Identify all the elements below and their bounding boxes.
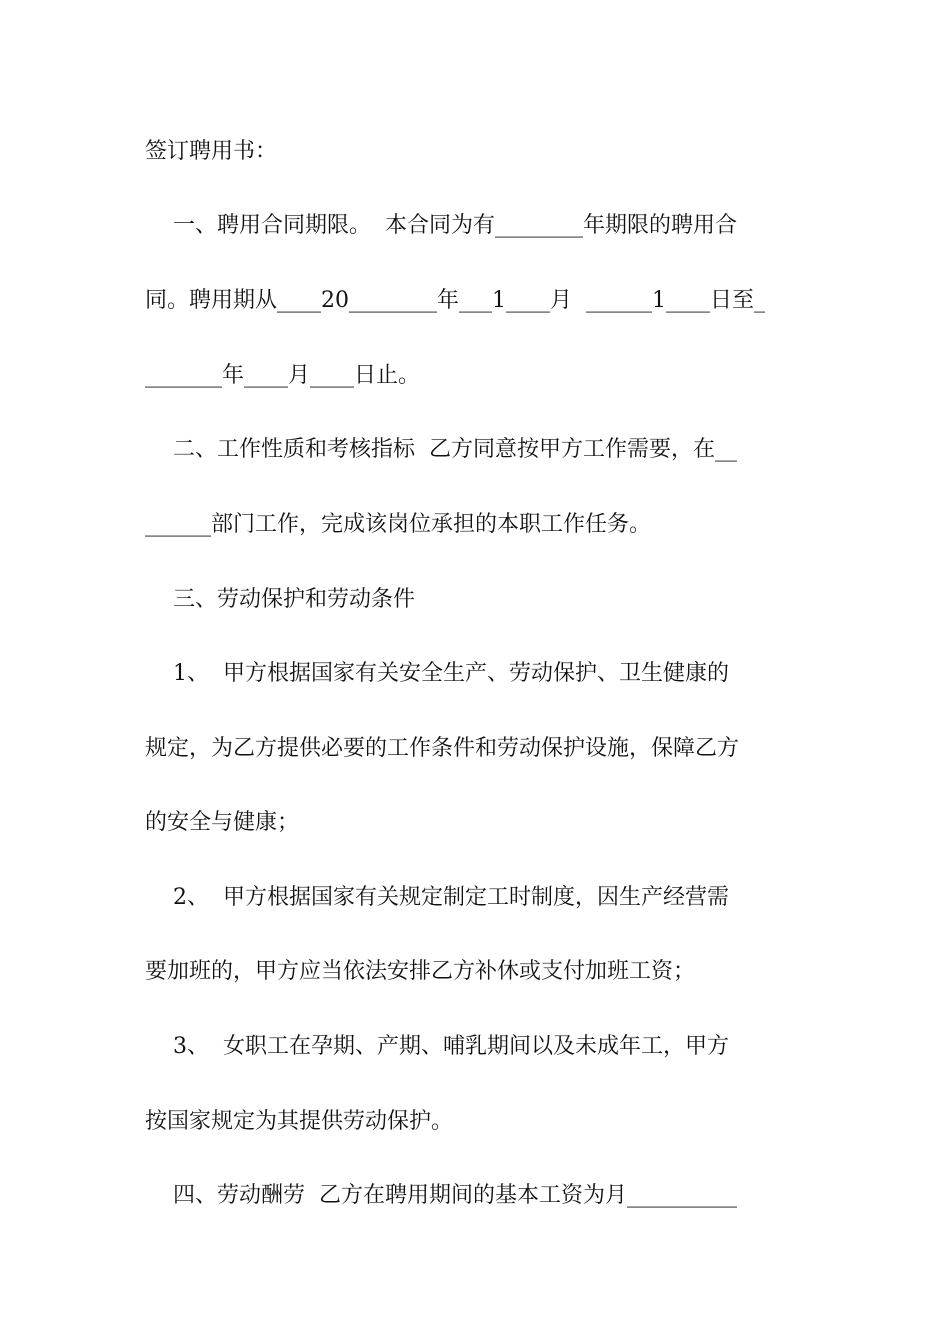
text-line: ______部门工作，完成该岗位承担的本职工作任务。 [145, 512, 652, 537]
text-line: 三、劳动保护和劳动条件 [145, 587, 415, 612]
text-line: _______年____月____日止。 [145, 363, 421, 388]
text-line: 规定，为乙方提供必要的工作条件和劳动保护设施，保障乙方 [145, 736, 740, 761]
text-line: 一、聘用合同期限。 本合同为有________年期限的聘用合 [145, 213, 737, 238]
text-line: 同。聘用期从____20________年___1____月 ______1____日至_ [145, 288, 765, 313]
text-line: 3、 女职工在孕期、产期、哺乳期间以及未成年工，甲方 [145, 1034, 729, 1059]
text-line: 按国家规定为其提供劳动保护。 [145, 1109, 454, 1134]
text-line: 签订聘用书： [145, 139, 278, 164]
text-line: 二、工作性质和考核指标 乙方同意按甲方工作需要，在__ [145, 437, 737, 462]
text-line: 四、劳动酬劳 乙方在聘用期间的基本工资为月__________ [145, 1183, 737, 1208]
text-line: 1、 甲方根据国家有关安全生产、劳动保护、卫生健康的 [145, 661, 729, 686]
text-line: 2、 甲方根据国家有关规定制定工时制度，因生产经营需 [145, 885, 729, 910]
text-line: 要加班的，甲方应当依法安排乙方补休或支付加班工资； [145, 959, 696, 984]
text-line: 的安全与健康； [145, 810, 300, 835]
